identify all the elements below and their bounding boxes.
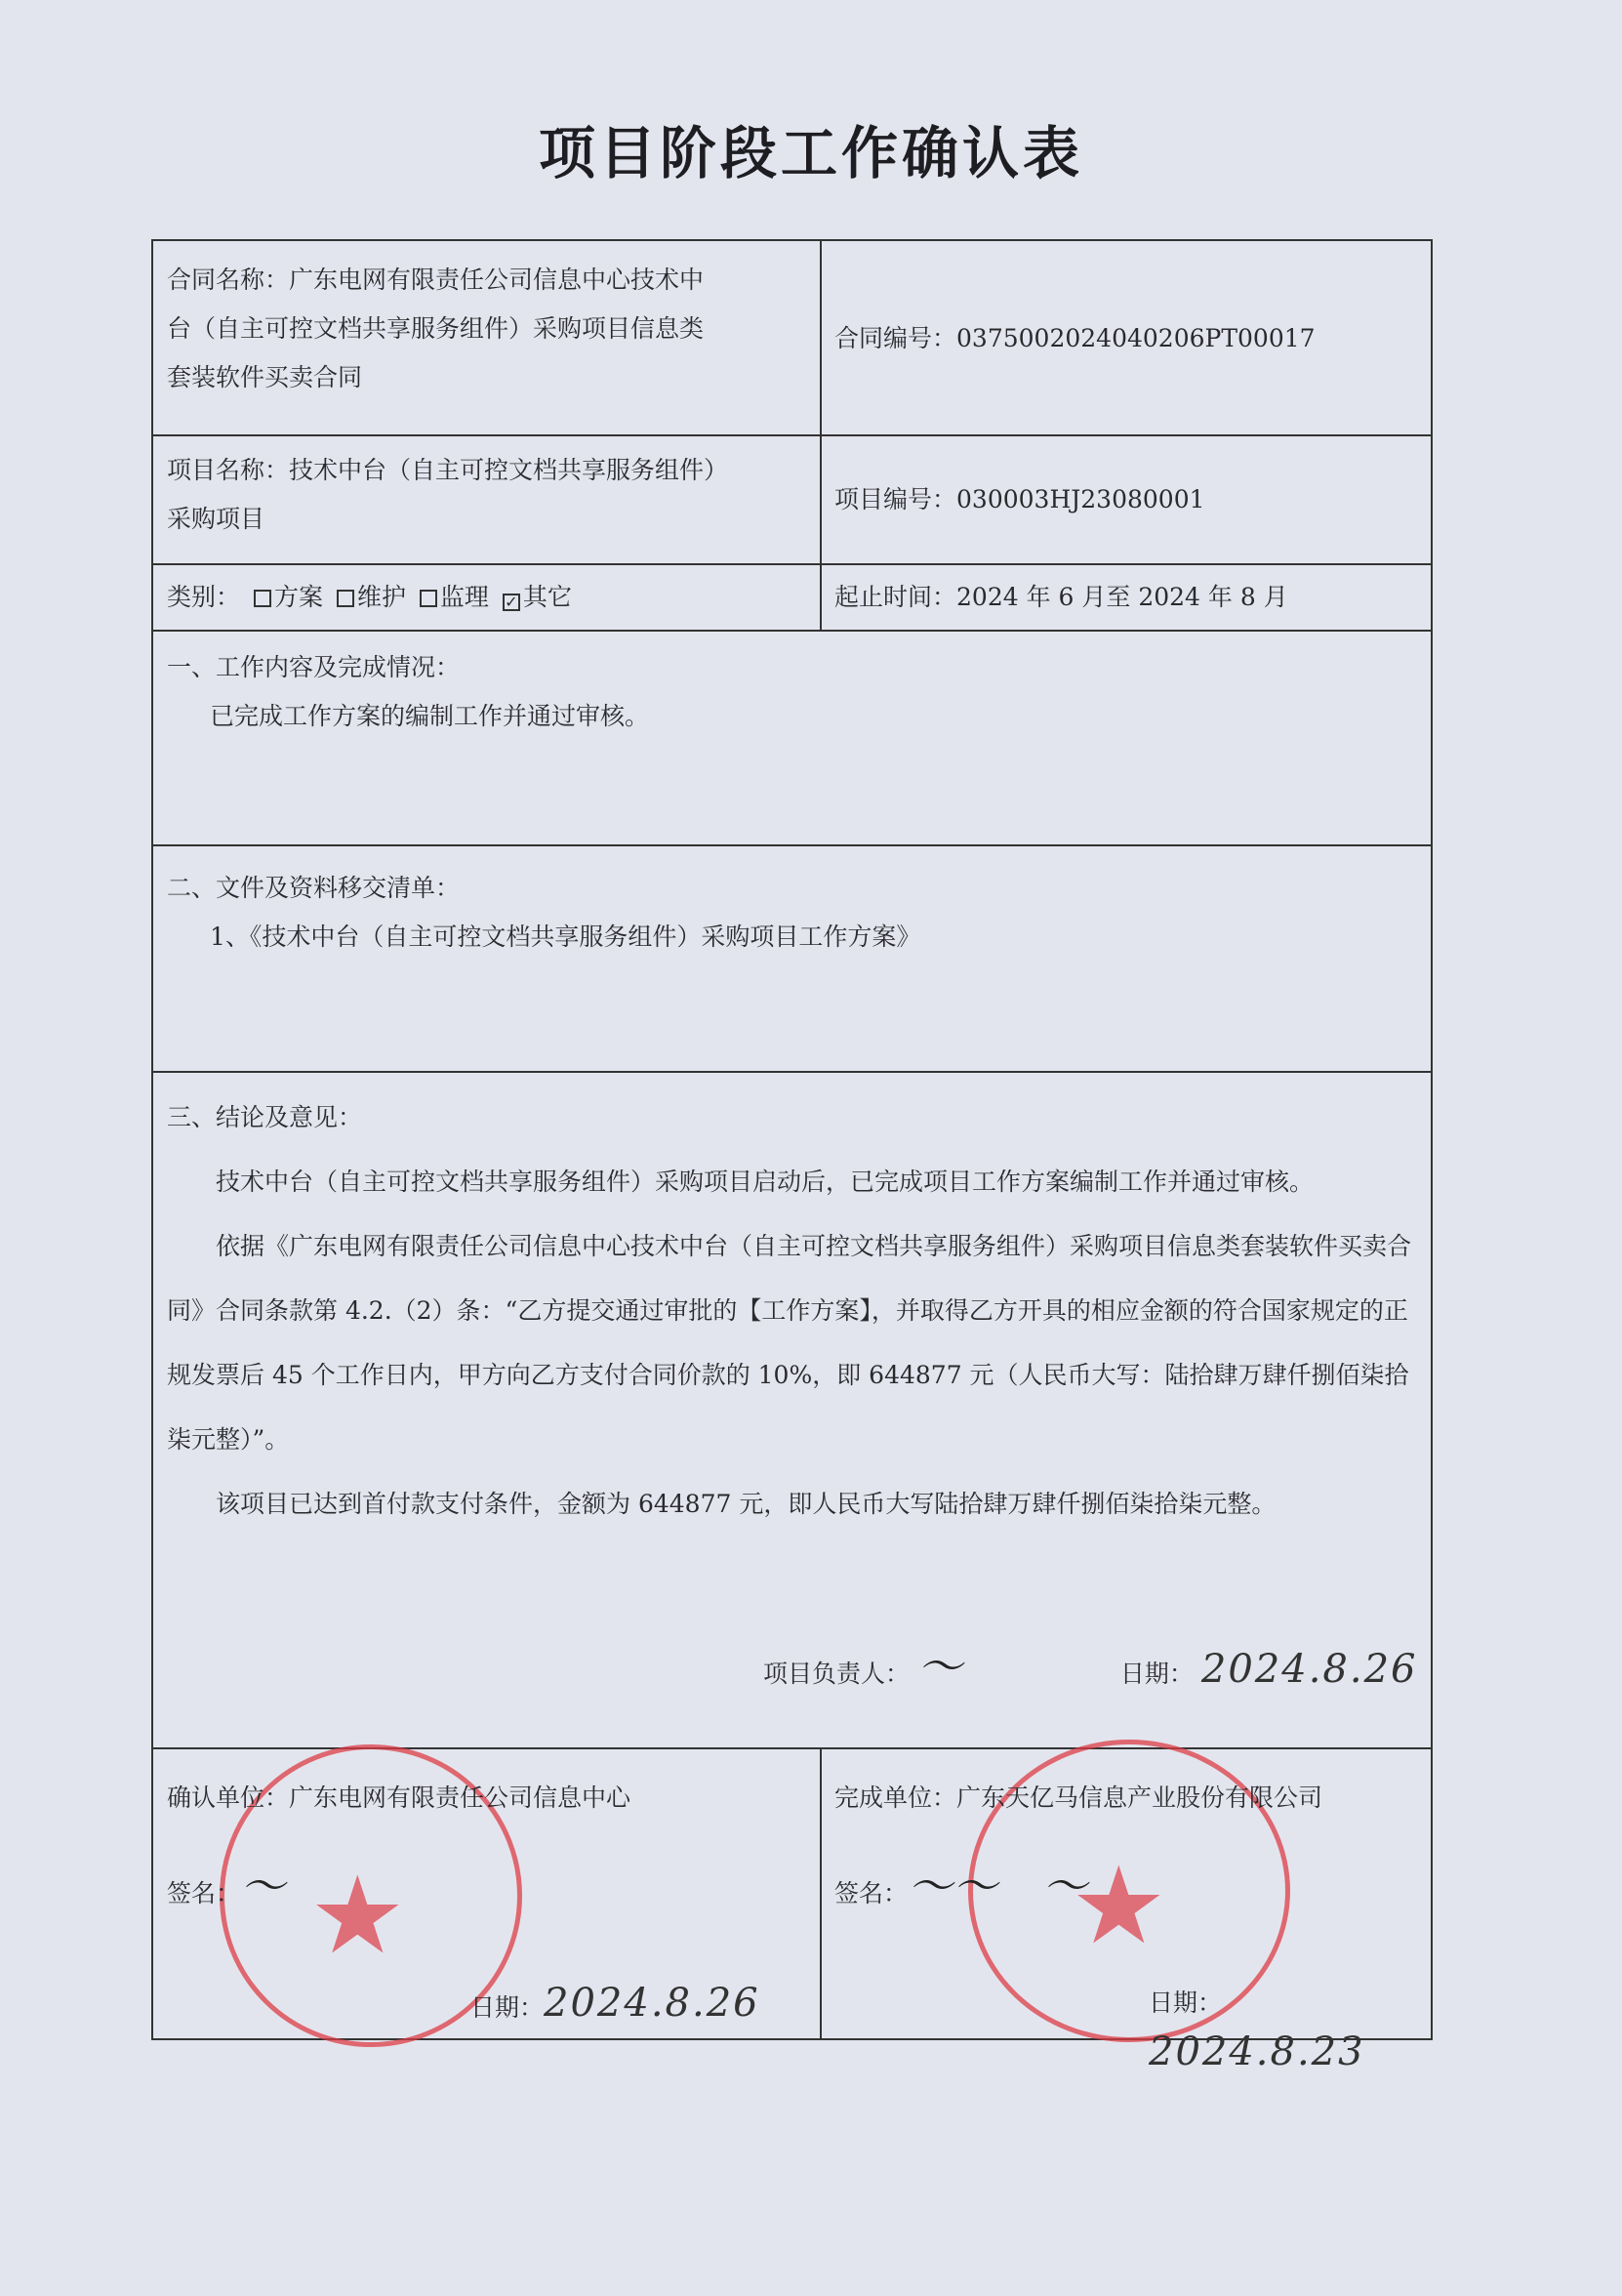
complete-sign: [834, 1862, 1430, 1918]
contract-number-label: 合同编号：: [834, 324, 957, 352]
handwritten-date: 2024.8.23: [1149, 2030, 1365, 2074]
contract-name: [167, 256, 811, 402]
project-number: [834, 475, 1420, 524]
leader-line: [763, 1642, 1427, 1699]
contract-name-label: 合同名称：: [167, 266, 290, 294]
project-number-label: 项目编号：: [834, 485, 957, 513]
handwritten-date: 2024.8.26: [1200, 1647, 1418, 1692]
checkbox-supervision[interactable]: [420, 590, 437, 607]
conclusion-paragraph: 技术中台（自主可控文档共享服务组件）采购项目启动后，已完成项目工作方案编制工作并通过审核。: [216, 1168, 1315, 1196]
category-option: 维护: [356, 583, 406, 611]
checkbox-scheme[interactable]: [254, 590, 271, 607]
divider: [153, 563, 1431, 565]
divider: [153, 434, 1431, 436]
seal-star-icon: ★: [1071, 1843, 1167, 1968]
document-title: 项目阶段工作确认表: [538, 120, 1083, 186]
section-work-content: [167, 643, 1416, 741]
unit-value: 广东电网有限责任公司信息中心: [289, 1784, 631, 1812]
period-value: 2024 年 6 月至 2024 年 8 月: [956, 583, 1288, 611]
category-option: 其它: [522, 583, 572, 611]
contract-number-value: 0375002024040206PT00017: [956, 324, 1316, 352]
divider: [153, 1071, 1431, 1073]
document-item: 1、《技术中台（自主可控文档共享服务组件）采购项目工作方案》: [210, 922, 921, 951]
sign-label: 签名：: [834, 1879, 909, 1907]
date-label: 日期：: [1149, 1988, 1223, 2017]
category-option: 监理: [439, 583, 489, 611]
project-name-label: 项目名称：: [167, 456, 290, 484]
sign-label: 签名：: [167, 1879, 241, 1907]
section-heading: 二、文件及资料移交清单：: [167, 874, 461, 902]
unit-label: 确认单位：: [167, 1784, 290, 1812]
project-name: [167, 446, 811, 544]
category-label: 类别：: [167, 583, 241, 611]
contract-number: [834, 314, 1420, 363]
section-body: 已完成工作方案的编制工作并通过审核。: [210, 702, 650, 730]
period-label: 起止时间：: [834, 583, 957, 611]
confirm-sign: [167, 1862, 811, 1918]
period: [834, 573, 1420, 622]
conclusion-paragraph: 该项目已达到首付款支付条件，金额为 644877 元，即人民币大写陆拾肆万肆仟捌佰柒拾柒元整。: [216, 1490, 1277, 1518]
complete-unit: [834, 1774, 1430, 1823]
conclusion-paragraph: 依据《广东电网有限责任公司信息中心技术中台（自主可控文档共享服务组件）采购项目信息类套装软件买卖合同》合同条款第 4.2.（2）条：“乙方提交通过审批的【工作方案】，并取得乙方开具的相应金额的符合国家规定的正规发票后 45 个工作日内，甲方向乙方支付合同价款的 10%，即 644877 元（人民币大写：陆拾肆万肆仟捌佰柒拾柒元整）”。: [167, 1232, 1412, 1454]
unit-value: 广东天亿马信息产业股份有限公司: [956, 1784, 1323, 1812]
project-number-value: 030003HJ23080001: [956, 485, 1205, 513]
confirmation-table: [151, 239, 1433, 2074]
section-heading: 一、工作内容及完成情况：: [167, 653, 461, 681]
checkbox-maintenance[interactable]: [337, 590, 354, 607]
contract-name-line: 套装软件买卖合同: [167, 363, 363, 391]
project-name-line: 采购项目: [167, 505, 265, 533]
divider: [820, 1747, 822, 2040]
handwritten-date: 2024.8.26: [544, 1981, 760, 2026]
section-documents: [167, 864, 1416, 962]
date-label: 日期：: [470, 1993, 545, 2022]
category: [167, 573, 811, 622]
divider: [153, 630, 1431, 632]
confirm-date: [470, 1979, 812, 2032]
project-name-line: 技术中台（自主可控文档共享服务组件）: [289, 456, 729, 484]
category-option: 方案: [273, 583, 323, 611]
leader-label: 项目负责人：: [763, 1660, 911, 1688]
date-label: 日期：: [1119, 1660, 1194, 1688]
divider: [153, 844, 1431, 846]
seal-star-icon: ★: [309, 1853, 406, 1978]
section-conclusion: [167, 1086, 1416, 1537]
confirm-signature: 〜: [240, 1860, 286, 1912]
contract-name-line: 广东电网有限责任公司信息中心技术中: [289, 266, 705, 294]
contract-name-line: 台（自主可控文档共享服务组件）采购项目信息类: [167, 314, 705, 343]
complete-date: [1149, 1979, 1432, 2081]
section-heading: 三、结论及意见：: [167, 1103, 363, 1131]
leader-signature: 〜: [916, 1640, 962, 1693]
unit-label: 完成单位：: [834, 1784, 957, 1812]
complete-signature: 〜〜 〜: [908, 1860, 1088, 1912]
divider: [820, 241, 822, 630]
checkbox-other-checked[interactable]: ✓: [503, 594, 520, 611]
confirm-unit: [167, 1774, 811, 1823]
